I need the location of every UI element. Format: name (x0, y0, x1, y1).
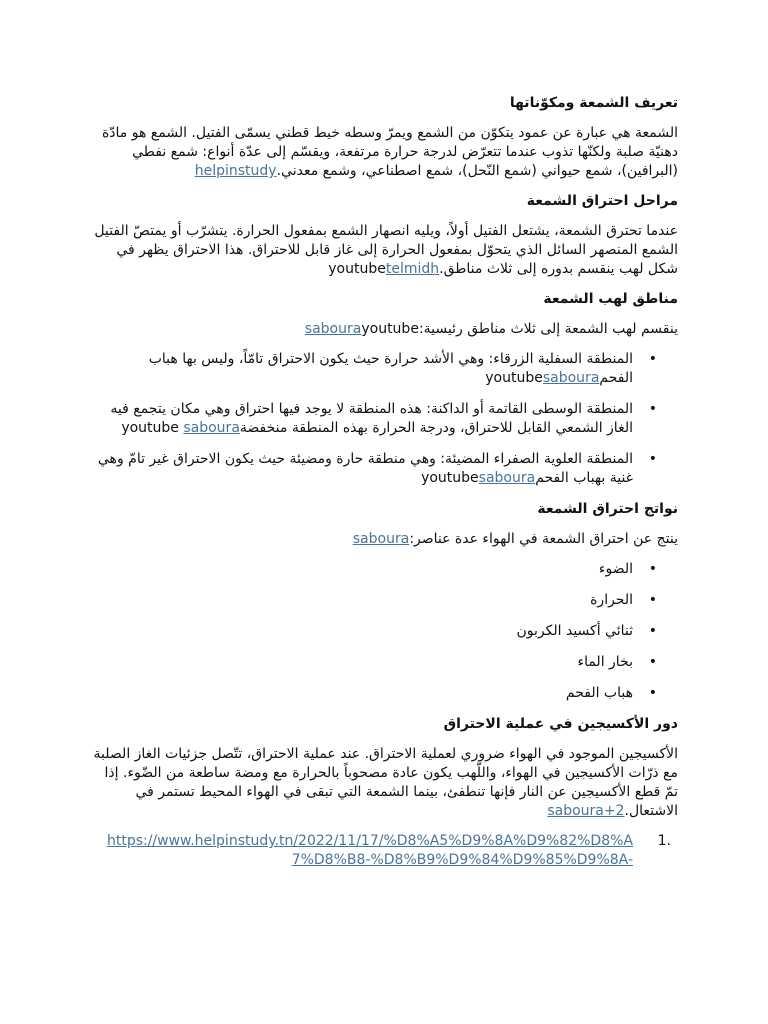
list-item: • الضوء (598, 561, 657, 577)
bullet: • (648, 654, 657, 670)
reference-item (88, 832, 671, 870)
paragraph-combustion-products-intro: ينتج عن احتراق الشمعة في الهواء عدة عناصر:saboura (352, 531, 678, 547)
section-heading-flame-zones: مناطق لهب الشمعة (543, 291, 678, 307)
document-body (88, 84, 678, 870)
list-item: • هباب الفحم (565, 685, 657, 701)
paragraph-definition: الشمعة هي عبارة عن عمود يتكوّن من الشمع ويمرّ وسطه خيط قطني يسمّى الفتيل. الشمع هو مادّة دهنيّة صلبة ولكنّها تذوب عندما تتعرّض لدرجة حرارة مرتفعة، ويقسّم إلى عدّة أنواع: شمع نفطي (البرافين)، شمع حيواني (شمع النّحل)، شمع اصطناعي، وشمع معدني.helpinstudy (101, 125, 678, 179)
bullet: • (648, 401, 657, 417)
bullet: • (648, 351, 657, 367)
bullet: • (648, 561, 657, 577)
paragraph-combustion-stages: عندما تحترق الشمعة، يشتعل الفتيل أولاً، ويليه انصهار الشمع بمفعول الحرارة. يتشرّب أو يمتصّ الفتيل الشمع المنصهر السائل الذي يتحوّل بمفعول الحرارة إلى غاز قابل للاحتراق. هذا الاحتراق يظهر في شكل لهب ينقسم بدوره إلى ثلاث مناطق.youtubetelmidh (94, 223, 678, 277)
reference-link[interactable]: https://www.helpinstudy.tn/2022/11/17/%D8%A5%D9%8A%D9%82%D8%A7%D8%B8-%D8%B9%D9%84%D9%85%D9%8A- (106, 833, 633, 868)
source-link-telmidh[interactable]: telmidh (385, 261, 440, 277)
section-heading-combustion-products: نواتج احتراق الشمعة (537, 501, 678, 517)
list-item: • المنطقة الوسطى القاتمة أو الداكنة: هذه المنطقة لا يوجد فيها احتراق وهي مكان يتجمع فيه الغاز الشمعي القابل للاحتراق، ودرجة الحرارة بهذه المنطقة منخفضةyoutube saboura (110, 401, 657, 436)
paragraph-flame-zones-intro: ينقسم لهب الشمعة إلى ثلاث مناطق رئيسية:sabourayoutube (304, 321, 678, 337)
list-item: • المنطقة السفلية الزرقاء: وهي الأشد حرارة حيث يكون الاحتراق تامّاً، وليس بها هباب الفحمyoutubesaboura (148, 351, 657, 386)
bullet: • (648, 623, 657, 639)
source-link-helpinstudy[interactable]: helpinstudy (194, 163, 277, 179)
source-link-saboura[interactable]: saboura (478, 470, 536, 486)
list-item: • بخار الماء (577, 654, 657, 670)
reference-number: 1. (657, 833, 671, 849)
section-heading-combustion-stages: مراحل احتراق الشمعة (526, 193, 678, 209)
source-link-saboura-plus[interactable]: saboura+2 (547, 803, 625, 819)
bullet: • (648, 451, 657, 467)
list-item: • المنطقة العلوية الصفراء المضيئة: وهي منطقة حارة ومضيئة حيث يكون الاحتراق غير تامّ وهي غنية بهباب الفحمyoutubesaboura (97, 451, 657, 486)
combustion-products-list (88, 560, 678, 703)
section-heading-definition: تعريف الشمعة ومكوّناتها (509, 95, 678, 111)
paragraph-oxygen-role: الأكسيجين الموجود في الهواء ضروري لعملية الاحتراق. عند عملية الاحتراق، تتّصل جزئيات الغاز الصلبة مع ذرّات الأكسيجين في الهواء، واللّهب يكون عادة مصحوباً بالحرارة مع ومضة ساطعة من الضّوء. إذا تمّ قطع الأكسيجين عن النار فإنها تنطفئ، بينما الشمعة التي تبقى في الهواء المحيط تستمر في الاشتعال.saboura+2 (93, 746, 678, 819)
source-link-saboura[interactable]: saboura (183, 420, 240, 436)
bullet: • (648, 685, 657, 701)
source-link-saboura[interactable]: saboura (542, 370, 600, 386)
flame-zones-list (88, 350, 678, 488)
bullet: • (648, 592, 657, 608)
references-list (88, 832, 678, 870)
section-heading-oxygen-role: دور الأكسيجين في عملية الاحتراق (443, 716, 678, 732)
list-item: • ثنائي أكسيد الكربون (516, 623, 657, 639)
source-link-saboura[interactable]: saboura (304, 321, 362, 337)
source-link-saboura[interactable]: saboura (352, 531, 410, 547)
list-item: • الحرارة (590, 592, 657, 608)
